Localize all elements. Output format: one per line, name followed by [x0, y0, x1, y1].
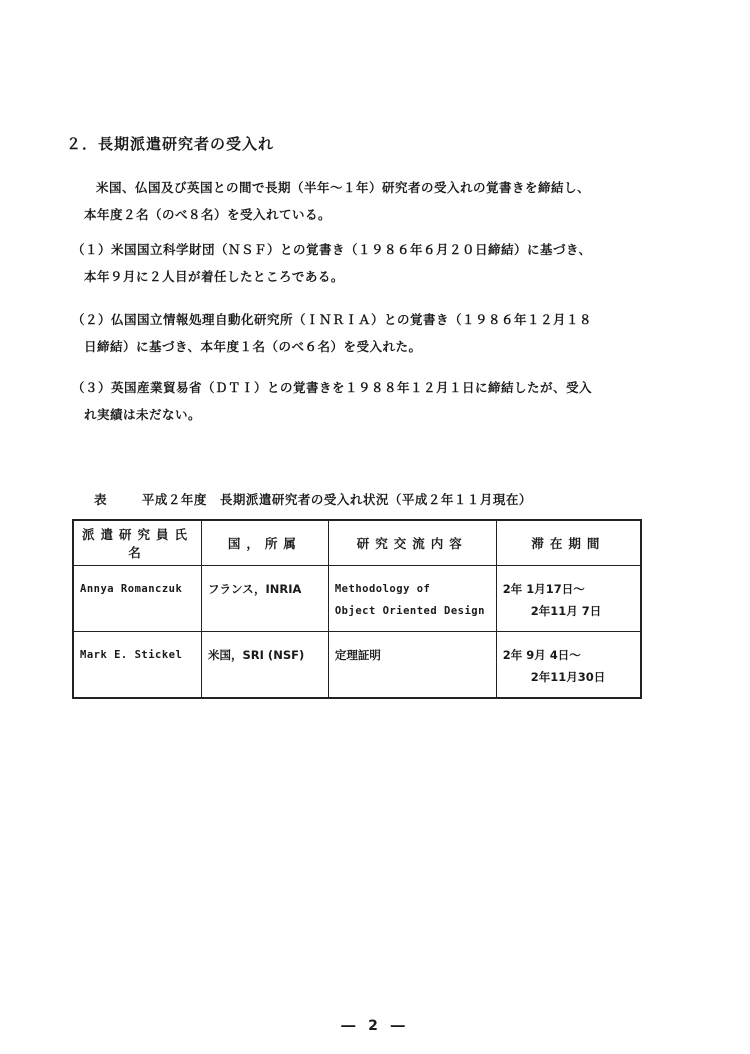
- header-content: 研究交流内容: [328, 520, 496, 566]
- content-line-1: 定理証明: [334, 648, 381, 662]
- table-label: 表: [94, 492, 108, 507]
- header-period: 滞在期間: [496, 520, 641, 566]
- table-row: [73, 632, 641, 698]
- item-3-line-2: れ実績は未だない。: [84, 407, 202, 422]
- item-1-line-2: 本年９月に２人目が着任したところである。: [84, 269, 344, 284]
- cell-content: [328, 632, 496, 698]
- section-heading: ２．長期派遣研究者の受入れ: [66, 135, 275, 153]
- item-2: [72, 306, 592, 360]
- table-row: [73, 566, 641, 632]
- intro-line-1: 米国、仏国及び英国との間で長期（半年～１年）研究者の受入れの覚書きを締結し、: [96, 180, 591, 195]
- table-caption-text: 平成２年度 長期派遣研究者の受入れ状況（平成２年１１月現在）: [141, 492, 532, 507]
- cell-period: [496, 566, 641, 632]
- researcher-name: Annya Romanczuk: [80, 583, 183, 595]
- table-header-row: [73, 520, 641, 566]
- cell-affiliation: [202, 632, 329, 698]
- item-3-line-1: （３）英国産業貿易省（ＤＴＩ）との覚書きを１９８８年１２月１日に締結したが、受入: [72, 380, 593, 395]
- researcher-name: Mark E. Stickel: [80, 649, 183, 661]
- period-from: 2年 9月 4日～: [502, 648, 581, 662]
- cell-period: [496, 632, 641, 698]
- researcher-affiliation: 米国，SRI (NSF): [208, 648, 305, 662]
- researcher-table: [72, 519, 642, 699]
- item-1: [72, 236, 592, 290]
- cell-name: [73, 632, 202, 698]
- content-line-2: Object Oriented Design: [334, 605, 485, 617]
- intro-paragraph: [84, 174, 591, 228]
- item-3: [72, 374, 592, 428]
- period-to: 2年11月 7日: [530, 604, 602, 618]
- period-to: 2年11月30日: [530, 670, 606, 684]
- cell-name: [73, 566, 202, 632]
- item-2-line-2: 日締結）に基づき、本年度１名（のべ６名）を受入れた。: [84, 339, 422, 354]
- period-from: 2年 1月17日～: [502, 582, 585, 596]
- cell-affiliation: [202, 566, 329, 632]
- item-1-line-1: （１）米国国立科学財団（ＮＳＦ）との覚書き（１９８６年６月２０日締結）に基づき、: [72, 242, 592, 257]
- header-affiliation: 国，所属: [202, 520, 329, 566]
- intro-line-2: 本年度２名（のべ８名）を受入れている。: [84, 207, 332, 222]
- header-name: 派遣研究員氏名: [73, 520, 202, 566]
- item-2-line-1: （２）仏国国立情報処理自動化研究所（ＩＮＲＩＡ）との覚書き（１９８６年１２月１８: [72, 312, 593, 327]
- cell-content: [328, 566, 496, 632]
- researcher-affiliation: フランス，INRIA: [208, 582, 302, 596]
- table-caption: [94, 490, 532, 508]
- page-number: ― 2 ―: [341, 1018, 409, 1034]
- content-line-1: Methodology of: [334, 583, 431, 595]
